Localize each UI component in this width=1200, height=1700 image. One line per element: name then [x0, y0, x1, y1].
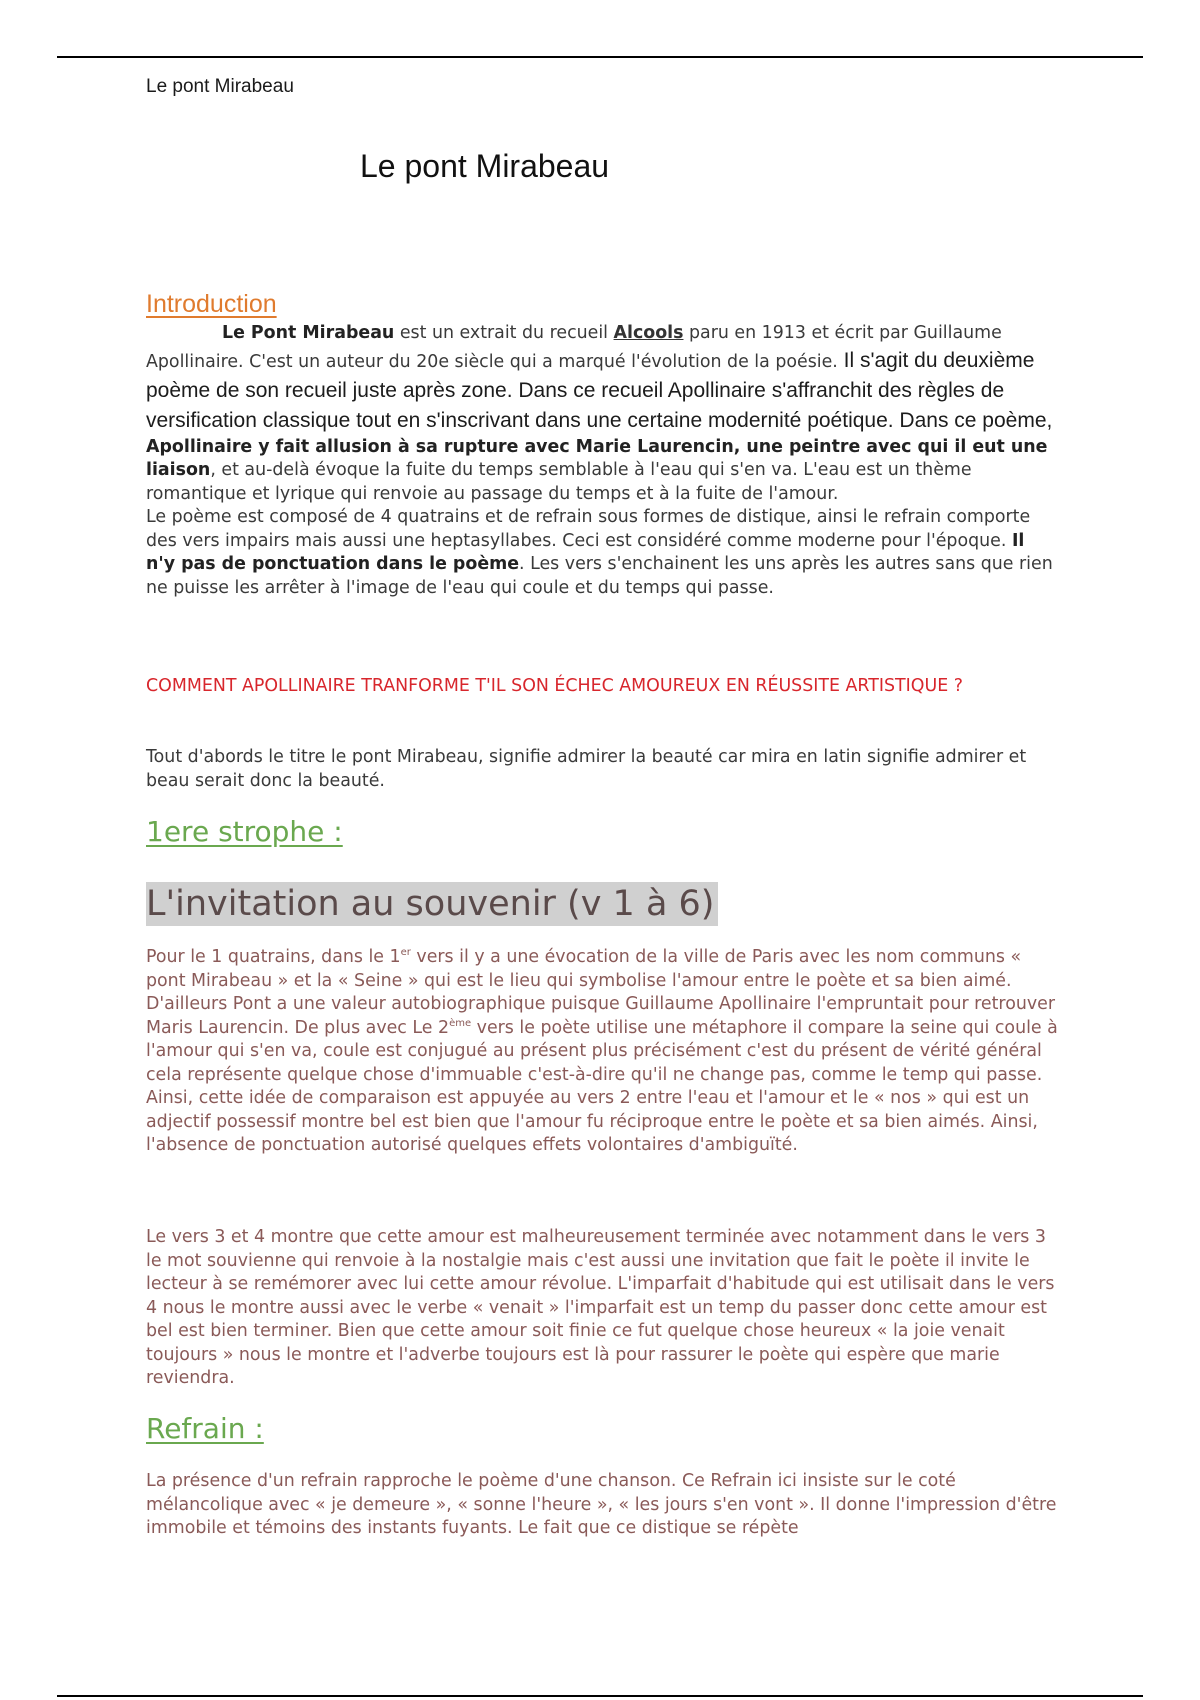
- p1-text-a: Pour le 1 quatrains, dans le 1: [146, 947, 401, 967]
- introduction-heading: Introduction: [146, 290, 277, 318]
- intro-text-large: Il s'agit du deuxième poème de son recueil juste après zone. Dans ce recueil Apollinaire s'affranchit des règles de versification classique tout en s'inscrivant dans une certaine modernité poétique. Dans ce poème,: [146, 348, 1053, 432]
- refrain-paragraph: La présence d'un refrain rapproche le poème d'une chanson. Ce Refrain ici insiste sur le coté mélancolique avec « je demeure », « sonne l'heure », « les jours s'en vont ». Il donne l'impression d'être immobile et témoins des instants fuyants. Le fait que ce distique se répète: [146, 1471, 1057, 1538]
- p1-text-d: Ainsi, cette idée de comparaison est appuyée au vers 2 entre l'eau et l'amour et le « nos » qui est un adjectif possessif montre bel est bien que l'amour fu réciproque entre le poète et sa bien aimés. Ainsi, l'absence de ponctuation autorisé quelques effets volontaires d'ambiguïté.: [146, 1088, 1038, 1155]
- intro-text-a: est un extrait du recueil: [394, 323, 614, 343]
- section-title-invitation: L'invitation au souvenir (v 1 à 6): [146, 882, 718, 926]
- intro-text-e: . Les vers s'enchainent les uns après les autres sans que rien ne puisse les arrêter à l'image de l'eau qui coule et du temps qui passe.: [146, 554, 1053, 598]
- header-rule: [57, 56, 1143, 58]
- intro-bold-ponctuation: Il n'y pas de ponctuation dans le poème: [146, 530, 1025, 574]
- intro-text-c: , et au-delà évoque la fuite du temps semblable à l'eau qui s'en va. L'eau est un thème romantique et lyrique qui renvoie au passage du temps et à la fuite de l'amour.: [146, 460, 972, 504]
- p1-sup-eme: ème: [449, 1017, 472, 1029]
- strophe-1-paragraph-1: [146, 946, 1058, 1158]
- poem-title-bold: Le Pont Mirabeau: [222, 323, 395, 343]
- intro-text-d: Le poème est composé de 4 quatrains et de refrain sous formes de distique, ainsi le refrain comporte des vers impairs mais aussi une heptasyllabes. Ceci est considéré comme moderne pour l'époque.: [146, 507, 1031, 551]
- p1-text-c: vers le poète utilise une métaphore il compare la seine qui coule à l'amour qui s'en va, coule est conjugué au présent plus précisément c'est du présent de vérité général cela représente quelque chose d'immuable c'est-à-dire qu'il ne change pas, comme le temp qui passe.: [146, 1017, 1058, 1085]
- strophe-1-paragraph-2: Le vers 3 et 4 montre que cette amour est malheureusement terminée avec notamment dans le vers 3 le mot souvienne qui renvoie à la nostalgie mais c'est aussi une invitation que fait le poète il invite le lecteur à se remémorer avec lui cette amour révolue. L'imparfait d'habitude qui est utilisait dans le vers 4 nous le montre aussi avec le verbe « venait » l'imparfait est un temp du passer donc cette amour est bel est bien terminer. Bien que cette amour soit finie ce fut quelque chose heureux « la joie venait toujours » nous le montre et l'adverbe toujours est là pour rassurer le poète qui espère que marie reviendra.: [146, 1227, 1055, 1388]
- p1-text-b: vers il y a une évocation de la ville de Paris avec les nom communs « pont Mirabeau » et la « Seine » qui est le lieu qui symbolise l'amour entre le poète et sa bien aimé. D'ailleurs Pont a une valeur autobiographique puisque Guillaume Apollinaire l'empruntait pour retrouver Maris Laurencin. De plus avec Le 2: [146, 947, 1055, 1038]
- footer-rule: [57, 1695, 1143, 1697]
- intro-text-b: paru en 1913 et écrit par Guillaume Apollinaire. C'est un auteur du 20e siècle qui a marqué l'évolution de la poésie.: [146, 323, 1002, 372]
- p1-sup-er: er: [400, 947, 411, 959]
- refrain-heading: Refrain :: [146, 1412, 264, 1445]
- running-header: Le pont Mirabeau: [146, 76, 294, 97]
- introduction-paragraph: [146, 322, 1058, 600]
- problematic-question: COMMENT APOLLINAIRE TRANFORME T'IL SON ÉCHEC AMOUREUX EN RÉUSSITE ARTISTIQUE ?: [146, 676, 963, 696]
- document-title: Le pont Mirabeau: [360, 148, 610, 184]
- alcools-link: Alcools: [613, 323, 684, 343]
- intro-bold-rupture: Apollinaire y fait allusion à sa rupture avec Marie Laurencin, une peintre avec qui il eut une liaison: [146, 436, 1048, 480]
- title-meaning-paragraph: Tout d'abords le titre le pont Mirabeau, signifie admirer la beauté car mira en latin signifie admirer et beau serait donc la beauté.: [146, 747, 1027, 791]
- strophe-1-heading: 1ere strophe :: [146, 815, 343, 848]
